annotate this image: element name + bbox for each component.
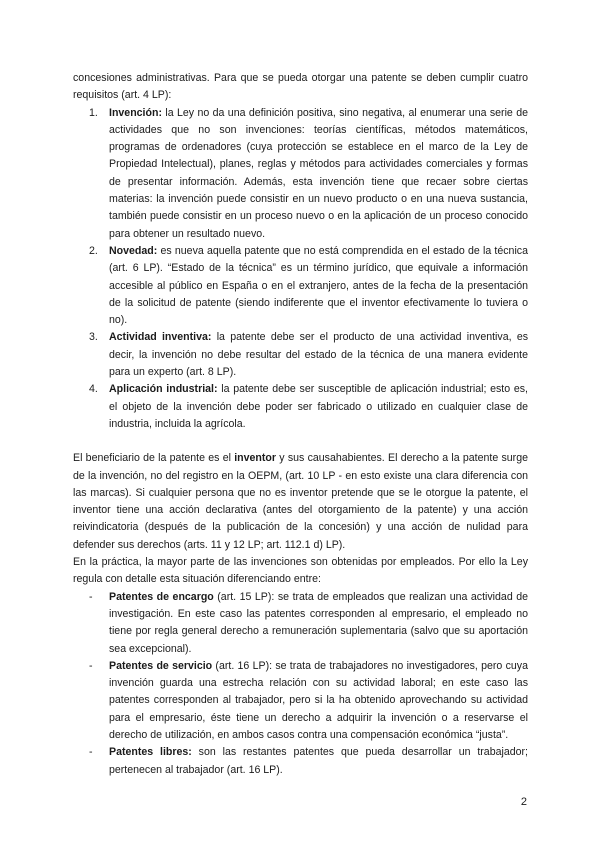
list-item xyxy=(73,105,528,243)
item-text: la patente debe ser susceptible de aplicación industrial; esto es, el objeto de la invención debe poder ser fabricado o utilizado en cualquier clase de industria, incluida la agrícola. xyxy=(109,383,528,430)
intro-paragraph: concesiones administrativas. Para que se pueda otorgar una patente se deben cumplir cuatro requisitos (art. 4 LP): xyxy=(73,72,528,102)
item-number: 1. xyxy=(89,106,98,119)
dash-bullet: - xyxy=(89,659,93,672)
list-item xyxy=(73,658,528,744)
page-number: 2 xyxy=(520,796,527,808)
item-number: 3. xyxy=(89,331,98,344)
item-text: son las restantes patentes que pueda desarrollar un trabajador; pertenecen al trabajador (art. 16 LP). xyxy=(109,746,528,776)
text-run: El beneficiario de la patente es el xyxy=(73,452,235,465)
item-title: Aplicación industrial: xyxy=(109,383,218,396)
bold-term: inventor xyxy=(234,452,277,465)
text-run: y sus causahabientes. El derecho a la patente surge de la invención, no del registro en la OEPM, (art. 10 LP - en esto existe una clara diferencia con las marcas). Si cualquier persona que no es inventor pretende que se le otorgue la patente, el inventor tiene una acción declarativa (antes del otorgamiento de la patente) y una acción reivindicatoria (después de la publicación de la concesión) y una acción de nulidad para defender sus derechos (arts. 11 y 12 LP; art. 112.1 d) LP). xyxy=(73,452,528,551)
item-title: Novedad: xyxy=(109,244,158,257)
practica-paragraph: En la práctica, la mayor parte de las invenciones son obtenidas por empleados. Por ello la Ley regula con detalle esta situación diferenciando entre: xyxy=(73,556,528,586)
item-title: Patentes de servicio xyxy=(109,659,213,672)
item-number: 2. xyxy=(89,244,98,257)
item-title: Invención: xyxy=(109,106,162,119)
list-item xyxy=(73,243,528,329)
item-number: 4. xyxy=(89,383,98,396)
item-title: Actividad inventiva: xyxy=(109,331,212,344)
item-text: la patente debe ser el producto de una actividad inventiva, es decir, la invención no debe resultar del estado de la técnica de una manera evidente para un experto (art. 8 LP). xyxy=(109,331,529,379)
item-text: (art. 16 LP): se trata de trabajadores no investigadores, pero cuya invención guarda una estrecha relación con su actividad laboral; en este caso las patentes corresponden al trabajador, pero si la ha obtenido aprovechando su actividad para el empresario, éste tiene un derecho a adquirir la invención o a reservarse el derecho de utilización, en ambos casos contra una compensación económica “justa”. xyxy=(109,659,528,741)
paragraph-spacer xyxy=(73,433,528,450)
item-text: (art. 15 LP): se trata de empleados que realizan una actividad de investigación. En este caso las patentes corresponden al empresario, el empleado no tiene por regla general derecho a remuneración suplementaria (salvo que su aportación sea excepcional). xyxy=(109,590,529,655)
dash-bullet: - xyxy=(89,590,93,603)
beneficiario-paragraph xyxy=(73,450,528,554)
dash-bullet: - xyxy=(89,746,93,759)
list-item xyxy=(73,381,528,433)
list-item xyxy=(73,329,528,381)
item-title: Patentes libres: xyxy=(109,746,192,759)
list-item xyxy=(73,744,528,779)
item-title: Patentes de encargo xyxy=(109,590,214,603)
item-text: la Ley no da una definición positiva, sino negativa, al enumerar una serie de actividades que no son invenciones: teorías científicas, métodos matemáticos, programas de ordenadores (cuya protección se establece en el marco de la Ley de Propiedad Intelectual), planes, reglas y métodos para actividades comerciales y formas de presentar información. Además, esta invención tiene que recaer sobre ciertas materias: la invención puede consistir en un nuevo producto o en una nueva sustancia, también puede consistir en un proceso nuevo o en la aplicación de un proceso conocido para obtener un resultado nuevo. xyxy=(109,106,528,240)
patentes-list xyxy=(73,589,528,779)
document-page xyxy=(73,70,528,779)
item-text: es nueva aquella patente que no está comprendida en el estado de la técnica (art. 6 LP). “Estado de la técnica” es un término jurídico, que equivale a información accesible al público en España o en el extranjero, antes de la fecha de la presentación de la solicitud de patente (siendo indiferente que el inventor efectivamente lo tuviera o no). xyxy=(109,244,528,327)
list-item xyxy=(73,589,528,658)
requisitos-list xyxy=(73,105,528,434)
